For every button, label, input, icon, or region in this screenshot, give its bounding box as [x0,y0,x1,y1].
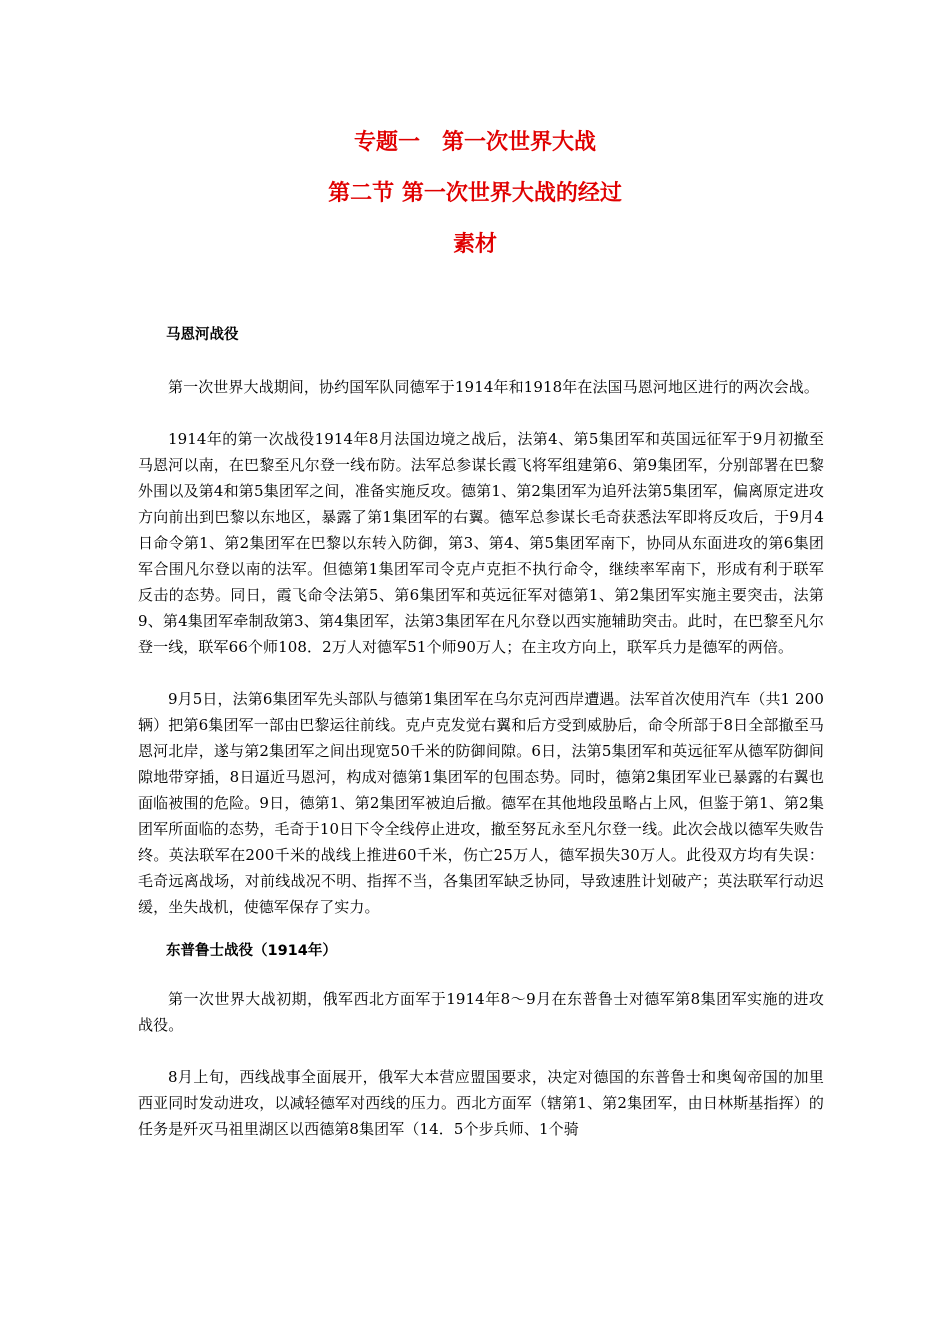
paragraph: 第一次世界大战期间，协约国军队同德军于1914年和1918年在法国马恩河地区进行的两次会战。 [168,378,819,396]
paragraph: 第一次世界大战初期，俄军西北方面军于1914年8～9月在东普鲁士对德军第8集团军实施的进攻战役。 [138,990,824,1034]
paragraph: 1914年的第一次战役1914年8月法国边境之战后，法第4、第5集团军和英国远征军于9月初撤至马恩河以南，在巴黎至凡尔登一线布防。法军总参谋长霞飞将军组建第6、第9集团军，分别部署在巴黎外围以及第4和第5集团军之间，准备实施反攻。德第1、第2集团军为追歼法第5集团军，偏离原定进攻方向前出到巴黎以东地区，暴露了第1集团军的右翼。德军总参谋长毛奇获悉法军即将反攻后，于9月4日命令第1、第2集团军在巴黎以东转入防御，第3、第4、第5集团军南下，协同从东面进攻的第6集团军合围凡尔登以南的法军。但德第1集团军司令克卢克拒不执行命令，继续率军南下，形成有利于联军反击的态势。同日，霞飞命令法第5、第6集团军和英远征军对德第1、第2集团军实施主要突击，法第9、第4集团军牵制敌第3、第4集团军，法第3集团军在凡尔登以西实施辅助突击。此时，在巴黎至凡尔登一线，联军66个师108．2万人对德军51个师90万人；在主攻方向上，联军兵力是德军的两倍。 [138,430,824,656]
paragraph: 8月上旬，西线战事全面展开，俄军大本营应盟国要求，决定对德国的东普鲁士和奥匈帝国的加里西亚同时发动进攻，以减轻德军对西线的压力。西北方面军（辖第1、第2集团军，由日林斯基指挥）的任务是歼灭马祖里湖区以西德第8集团军（14．5个步兵师、1个骑 [138,1068,824,1138]
title-block [0,131,950,257]
document-body [138,322,824,1142]
material-label: 素材 [452,232,497,257]
section-heading-marne: 马恩河战役 [166,327,239,343]
section-title: 第二节 第一次世界大战的经过 [328,181,622,206]
document-title: 专题一 第一次世界大战 [353,130,596,155]
section-heading-east-prussia: 东普鲁士战役（1914年） [166,943,337,959]
paragraph: 9月5日，法第6集团军先头部队与德第1集团军在乌尔克河西岸遭遇。法军首次使用汽车（共1 200辆）把第6集团军一部由巴黎运往前线。克卢克发觉右翼和后方受到威胁后，命令所部于8日全部撤至马恩河北岸，遂与第2集团军之间出现宽50千米的防御间隙。6日，法第5集团军和英远征军从德军防御间隙地带穿插，8日逼近马恩河，构成对德第1集团军的包围态势。同时，德第2集团军业已暴露的右翼也面临被围的危险。9日，德第1、第2集团军被迫后撤。德军在其他地段虽略占上风，但鉴于第1、第2集团军所面临的态势，毛奇于10日下令全线停止进攻，撤至努瓦永至凡尔登一线。此次会战以德军失败告终。英法联军在200千米的战线上推进60千米，伤亡25万人，德军损失30万人。此役双方均有失误：毛奇远离战场，对前线战况不明、指挥不当，各集团军缺乏协同，导致速胜计划破产；英法联军行动迟缓，坐失战机，使德军保存了实力。 [138,690,824,916]
